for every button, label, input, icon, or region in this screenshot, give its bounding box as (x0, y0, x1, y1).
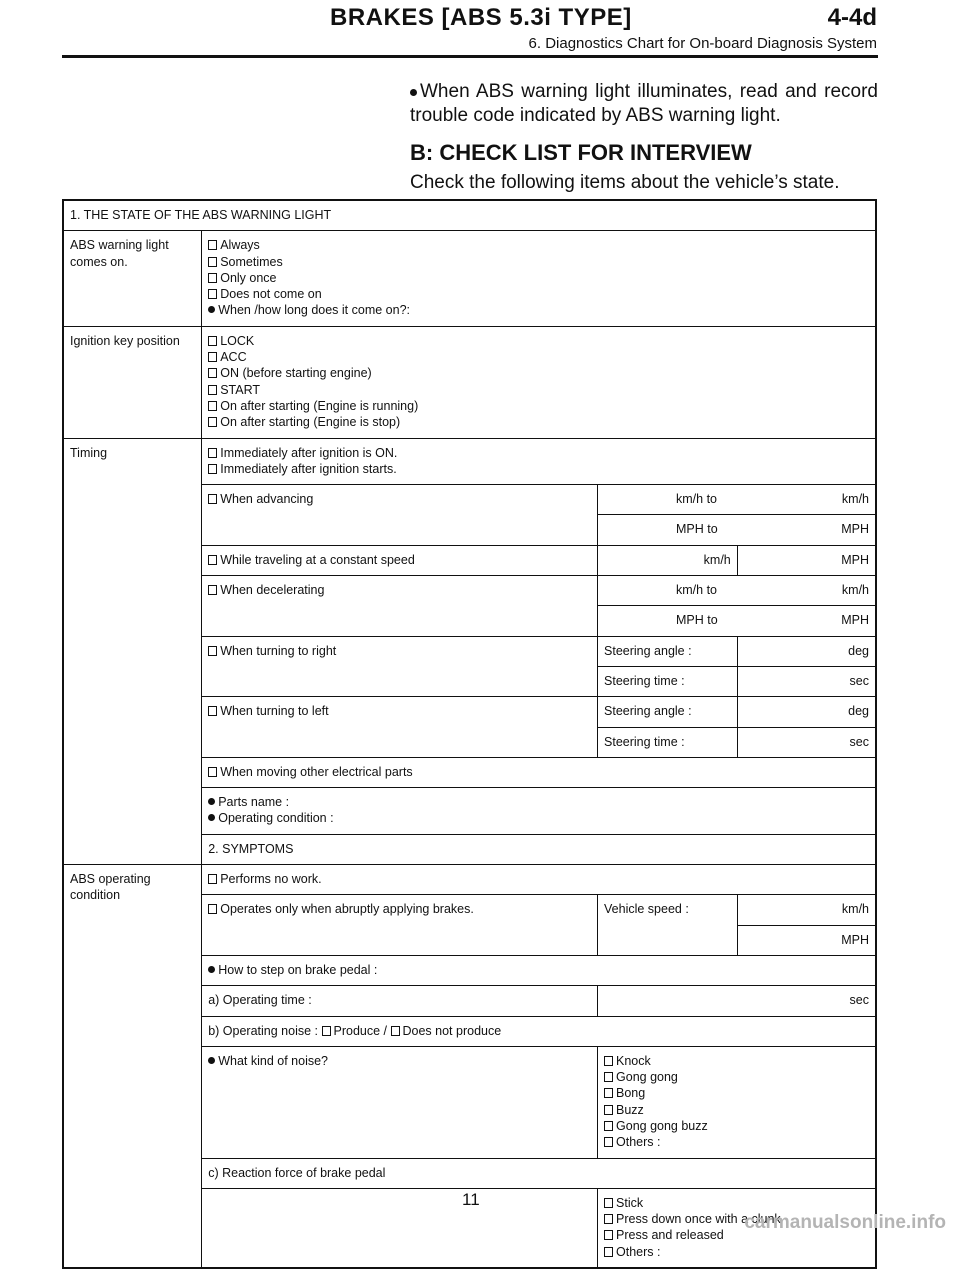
option-on-before-start[interactable]: ON (before starting engine) (208, 365, 869, 381)
checkbox-icon (208, 874, 217, 884)
checkbox-icon (604, 1137, 613, 1147)
decelerating-mph-range: MPH to MPH (598, 606, 876, 636)
option-after-ignition-starts[interactable]: Immediately after ignition starts. (208, 461, 869, 477)
interview-checklist-table (62, 199, 877, 1269)
option-bong[interactable]: Bong (604, 1085, 869, 1101)
decelerating-kmh-range: km/h to km/h (598, 576, 876, 606)
section-subtitle: Check the following items about the vehicle’s state. (410, 172, 840, 193)
checkbox-icon (208, 555, 217, 565)
bullet-icon (208, 814, 215, 821)
option-no-work[interactable]: Performs no work. (202, 865, 876, 895)
option-constant-speed[interactable]: While traveling at a constant speed (202, 545, 598, 575)
vehicle-speed-label: Vehicle speed : (598, 895, 738, 956)
option-turning-left[interactable]: When turning to left (202, 697, 598, 758)
watermark: carmanualsonline.info (744, 1212, 946, 1233)
option-acc[interactable]: ACC (208, 349, 869, 365)
option-other-electrical[interactable]: When moving other electrical parts (202, 757, 876, 787)
timing-options (202, 438, 876, 485)
option-decelerating[interactable]: When decelerating (202, 576, 598, 637)
noise-kind-options (598, 1046, 876, 1158)
option-produce[interactable]: Produce / (322, 1024, 388, 1038)
option-turning-right[interactable]: When turning to right (202, 636, 598, 697)
parts-name-label: Parts name : (208, 794, 869, 810)
checkbox-icon (604, 1088, 613, 1098)
checkbox-icon (208, 368, 217, 378)
checkbox-icon (208, 494, 217, 504)
intro-text: When ABS warning light illuminates, read and record trouble code indicated by ABS warning light. (410, 81, 878, 126)
checkbox-icon (604, 1230, 613, 1240)
option-knock[interactable]: Knock (604, 1053, 869, 1069)
right-steering-time-unit: sec (737, 666, 876, 696)
bullet-icon (208, 798, 215, 805)
option-reaction-others[interactable]: Others : (604, 1244, 869, 1260)
constant-kmh-unit: km/h (598, 545, 738, 575)
checkbox-icon (208, 240, 217, 250)
option-stick[interactable]: Stick (604, 1195, 869, 1211)
how-to-step-label: How to step on brake pedal : (202, 955, 876, 985)
checkbox-icon (604, 1121, 613, 1131)
checkbox-icon (208, 767, 217, 777)
option-press-released[interactable]: Press and released (604, 1227, 869, 1243)
operating-condition-label: Operating condition : (208, 810, 869, 826)
checkbox-icon (208, 904, 217, 914)
option-advancing[interactable]: When advancing (202, 485, 598, 546)
checkbox-icon (604, 1105, 613, 1115)
option-lock[interactable]: LOCK (208, 333, 869, 349)
section-heading-symptoms: 2. SYMPTOMS (202, 834, 876, 864)
vehicle-speed-mph-unit: MPH (737, 925, 876, 955)
checkbox-icon (604, 1214, 613, 1224)
checkbox-icon (208, 417, 217, 427)
option-abrupt-braking[interactable]: Operates only when abruptly applying brakes. (202, 895, 598, 956)
bullet-icon (410, 89, 417, 96)
intro-paragraph (410, 80, 878, 128)
option-only-once[interactable]: Only once (208, 270, 869, 286)
row-label-warning-light: ABS warning light comes on. (63, 231, 202, 326)
checkbox-icon (208, 257, 217, 267)
option-gong-gong[interactable]: Gong gong (604, 1069, 869, 1085)
warning-light-options (202, 231, 876, 326)
checkbox-icon (208, 289, 217, 299)
table-row (63, 231, 876, 326)
noise-kind-label: What kind of noise? (202, 1046, 598, 1158)
reaction-blank-cell (202, 1188, 598, 1268)
option-engine-stop[interactable]: On after starting (Engine is stop) (208, 414, 869, 430)
page-number: 11 (462, 1190, 480, 1209)
checkbox-icon (391, 1026, 400, 1036)
checkbox-icon (208, 448, 217, 458)
row-label-abs-operating: ABS operating condition (63, 865, 202, 1269)
parts-info (202, 788, 876, 835)
bullet-icon (208, 1057, 215, 1064)
right-steering-angle-label: Steering angle : (598, 636, 738, 666)
option-gong-gong-buzz[interactable]: Gong gong buzz (604, 1118, 869, 1134)
section-title: B: CHECK LIST FOR INTERVIEW (410, 140, 752, 165)
operating-noise-row: b) Operating noise : Produce / Does not produce (202, 1016, 876, 1046)
option-start[interactable]: START (208, 382, 869, 398)
header-section-code: 4-4d (827, 4, 877, 31)
left-steering-angle-label: Steering angle : (598, 697, 738, 727)
checkbox-icon (208, 706, 217, 716)
reaction-force-label: c) Reaction force of brake pedal (202, 1158, 876, 1188)
option-after-ignition-on[interactable]: Immediately after ignition is ON. (208, 445, 869, 461)
right-steering-angle-unit: deg (737, 636, 876, 666)
option-noise-others[interactable]: Others : (604, 1134, 869, 1150)
checkbox-icon (208, 585, 217, 595)
bullet-icon (208, 966, 215, 973)
table-row (63, 438, 876, 485)
checkbox-icon (208, 646, 217, 656)
checkbox-icon (604, 1198, 613, 1208)
option-buzz[interactable]: Buzz (604, 1102, 869, 1118)
checkbox-icon (322, 1026, 331, 1036)
checkbox-icon (208, 273, 217, 283)
operating-time-label: a) Operating time : (202, 986, 598, 1016)
option-engine-running[interactable]: On after starting (Engine is running) (208, 398, 869, 414)
option-always[interactable]: Always (208, 237, 869, 253)
operating-time-unit: sec (598, 986, 876, 1016)
row-label-ignition: Ignition key position (63, 326, 202, 438)
checkbox-icon (604, 1056, 613, 1066)
left-steering-time-unit: sec (737, 727, 876, 757)
option-does-not-produce[interactable]: Does not produce (391, 1024, 502, 1038)
checkbox-icon (208, 401, 217, 411)
checkbox-icon (208, 385, 217, 395)
option-sometimes[interactable]: Sometimes (208, 254, 869, 270)
advancing-mph-range: MPH to MPH (598, 515, 876, 545)
question-when-how-long: When /how long does it come on?: (208, 302, 869, 318)
option-press-clunk[interactable]: Press down once with a clunk (604, 1211, 869, 1227)
vehicle-speed-kmh-unit: km/h (737, 895, 876, 925)
header-title: BRAKES [ABS 5.3i TYPE] (330, 4, 632, 31)
constant-mph-unit: MPH (737, 545, 876, 575)
row-label-timing: Timing (63, 438, 202, 864)
option-does-not-come-on[interactable]: Does not come on (208, 286, 869, 302)
checkbox-icon (208, 464, 217, 474)
right-steering-time-label: Steering time : (598, 666, 738, 696)
table-row (63, 200, 876, 231)
section-heading-warning-light: 1. THE STATE OF THE ABS WARNING LIGHT (63, 200, 876, 231)
header-rule (62, 55, 878, 58)
advancing-kmh-range: km/h to km/h (598, 485, 876, 515)
left-steering-time-label: Steering time : (598, 727, 738, 757)
checkbox-icon (604, 1247, 613, 1257)
left-steering-angle-unit: deg (737, 697, 876, 727)
header-subtitle: 6. Diagnostics Chart for On-board Diagnosis System (528, 35, 877, 52)
checkbox-icon (208, 352, 217, 362)
table-row (63, 326, 876, 438)
checkbox-icon (604, 1072, 613, 1082)
bullet-icon (208, 306, 215, 313)
checkbox-icon (208, 336, 217, 346)
ignition-options (202, 326, 876, 438)
table-row (63, 865, 876, 895)
